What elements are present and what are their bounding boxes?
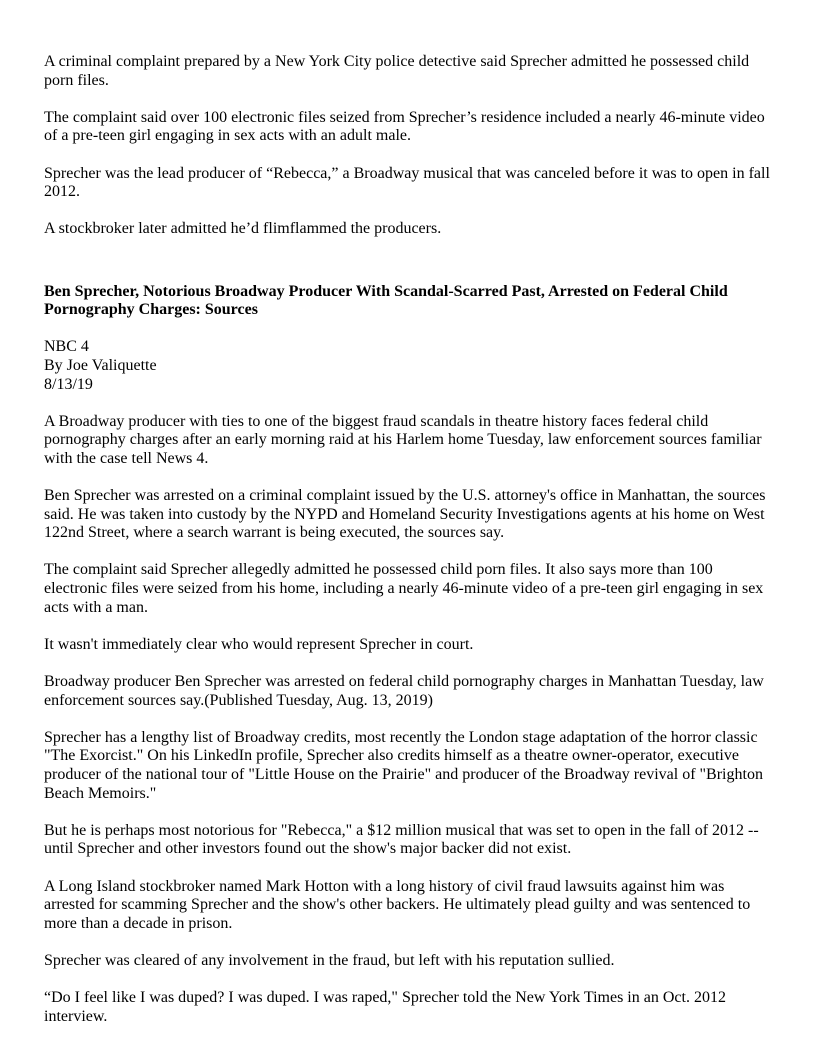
document-body — [44, 53, 772, 1026]
paragraph: Sprecher has a lengthy list of Broadway credits, most recently the London stage adaptation of the horror classic "The Exorcist." On his LinkedIn profile, Sprecher also credits himself as a theatre owner-operator, executive producer of the national tour of "Little House on the Prairie" and producer of the Broadway revival of "Brighton Beach Memoirs." — [44, 728, 763, 802]
paragraph: A Broadway producer with ties to one of the biggest fraud scandals in theatre history faces federal child pornography charges after an early morning raid at his Harlem home Tuesday, law enforcement sources familiar with the case tell News 4. — [44, 412, 762, 467]
paragraph: Sprecher was cleared of any involvement in the fraud, but left with his reputation sullied. — [44, 951, 615, 969]
paragraph: A Long Island stockbroker named Mark Hotton with a long history of civil fraud lawsuits against him was arrested for scamming Sprecher and the show's other backers. He ultimately plead guilty and was sentenced to more than a decade in prison. — [44, 877, 751, 932]
byline-line: NBC 4 — [44, 338, 89, 356]
byline-block — [44, 338, 772, 394]
byline-line: By Joe Valiquette — [44, 356, 157, 374]
paragraph: A stockbroker later admitted he’d flimflammed the producers. — [44, 220, 442, 238]
byline-line: 8/13/19 — [44, 375, 93, 393]
paragraph: A criminal complaint prepared by a New York City police detective said Sprecher admitted he possessed child porn files. — [44, 53, 750, 89]
paragraph: Ben Sprecher was arrested on a criminal complaint issued by the U.S. attorney's office in Manhattan, the sources said. He was taken into custody by the NYPD and Homeland Security Investigations agents at his home on West 122nd Street, where a search warrant is being executed, the sources say. — [44, 487, 766, 542]
paragraph: It wasn't immediately clear who would represent Sprecher in court. — [44, 635, 474, 653]
paragraph: The complaint said Sprecher allegedly admitted he possessed child porn files. It also says more than 100 electronic files were seized from his home, including a nearly 46-minute video of a pre-teen girl engaging in sex acts with a man. — [44, 561, 764, 616]
paragraph: Sprecher was the lead producer of “Rebecca,” a Broadway musical that was canceled before it was to open in fall 2012. — [44, 164, 770, 201]
paragraph: Broadway producer Ben Sprecher was arrested on federal child pornography charges in Manhattan Tuesday, law enforcement sources say.(Published Tuesday, Aug. 13, 2019) — [44, 673, 764, 709]
paragraph: But he is perhaps most notorious for "Rebecca," a $12 million musical that was set to open in the fall of 2012 -- until Sprecher and other investors found out the show's major backer did not exist. — [44, 821, 759, 858]
article-headline: Ben Sprecher, Notorious Broadway Producer With Scandal-Scarred Past, Arrested on Federal Child Pornography Charges: Sources — [44, 282, 728, 319]
paragraph: “Do I feel like I was duped? I was duped. I was raped," Sprecher told the New York Times in an Oct. 2012 interview. — [44, 989, 726, 1025]
paragraph: The complaint said over 100 electronic files seized from Sprecher’s residence included a nearly 46-minute video of a pre-teen girl engaging in sex acts with an adult male. — [44, 108, 765, 145]
